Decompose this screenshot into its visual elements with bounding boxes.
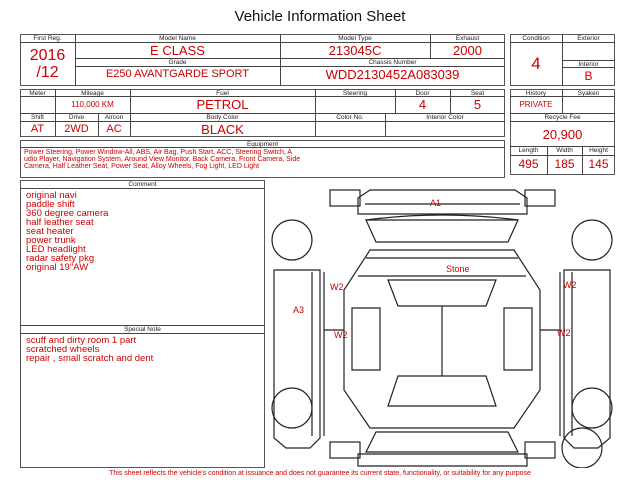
comment-line: power trunk [26, 235, 76, 246]
aircon-value: AC [106, 123, 122, 135]
equipment-label: Equipment [246, 141, 279, 148]
sheet-title: Vehicle Information Sheet [234, 8, 406, 25]
model-name-label: Model Name [159, 35, 196, 42]
width-label: Width [556, 147, 573, 154]
hood-outline [366, 220, 518, 242]
damage-mark-stone: Stone [446, 264, 470, 274]
rear-left-wheel-icon [272, 388, 312, 428]
damage-mark-a3: A3 [293, 305, 305, 315]
front-bumper-outline [358, 190, 527, 214]
comment-line: original navi [26, 190, 77, 201]
seat-value: 5 [473, 97, 482, 112]
comment-line: original 19"AW [26, 262, 89, 273]
special-note-line: repair , small scratch and dent [26, 353, 154, 364]
model-type-value: 213045C [328, 43, 382, 58]
condition-value: 4 [531, 54, 541, 73]
shift-value: AT [30, 123, 45, 135]
rear-right-wheel-icon [572, 388, 612, 428]
comment-line: paddle shift [26, 199, 75, 210]
door-label: Door [415, 90, 430, 97]
shift-label: Shift [30, 114, 44, 121]
comment-line: half leather seat [26, 217, 94, 228]
first-reg-month: /12 [36, 64, 59, 81]
comment-line: radar safety pkg [26, 253, 95, 264]
recycle-label: Recycle Fee [544, 114, 581, 121]
comment-line: seat heater [26, 226, 74, 237]
fuel-value: PETROL [196, 97, 249, 112]
special-note-line: scuff and dirty room 1 part [26, 335, 137, 346]
drive-value: 2WD [64, 123, 89, 135]
body-color-value: BLACK [201, 122, 244, 137]
equipment-line-3: Camera, Half Leather Seat, Power Seat, Alloy Wheels, Fog Light, LED Light [24, 163, 260, 170]
drive-label: Drive [68, 114, 85, 121]
meter-label: Meter [29, 90, 46, 97]
equipment-line-2: udio Player, Navigation System, Around View Monitor, Back Camera, Front Camera, Side [24, 156, 301, 163]
mileage-value: 110,000 KM [71, 100, 114, 109]
interior-value: B [584, 69, 593, 83]
seat-label: Seat [470, 90, 485, 97]
left-side-outline [274, 270, 320, 448]
exhaust-label: Exhaust [455, 35, 480, 42]
special-note-line: scratched wheels [26, 344, 100, 355]
interior-label: Interior [578, 61, 599, 68]
syaken-label: Syaken [577, 90, 600, 97]
car-damage-diagram [270, 180, 615, 468]
body-color-label: Body Color [206, 114, 239, 121]
interior-color-label: Interior Color [426, 114, 464, 121]
height-label: Height [589, 147, 608, 154]
comment-line: 360 degree camera [26, 208, 109, 219]
exhaust-value: 2000 [453, 43, 482, 58]
model-name-value: E CLASS [150, 43, 205, 58]
damage-mark-w2-front-left: W2 [330, 282, 344, 292]
first-reg-year: 2016 [29, 47, 66, 64]
chassis-value: WDD2130452A083039 [325, 67, 460, 82]
front-right-wheel-icon [572, 220, 612, 260]
fuel-label: Fuel [216, 90, 229, 97]
recycle-value: 20,900 [542, 127, 583, 142]
damage-mark-w2-front-right: W2 [563, 280, 577, 290]
model-type-label: Model Type [338, 35, 372, 42]
front-left-wheel-icon [272, 220, 312, 260]
disclaimer-footer: This sheet reflects the vehicle's condition at issuance and does not guarantee its current state, functionality, or suitability for any purpose [109, 470, 531, 477]
condition-label: Condition [522, 35, 550, 42]
history-value: PRIVATE [519, 100, 553, 109]
mileage-label: Mileage [81, 90, 104, 97]
equipment-line-1: Power Steering, Power Window-All, ABS, Air Bag, Push Start, ACC, Steering Switch, A [24, 149, 293, 156]
door-value: 4 [418, 97, 427, 112]
steering-label: Steering [342, 90, 368, 97]
comment-label: Comment [128, 181, 157, 188]
grade-value: E250 AVANTGARDE SPORT [105, 68, 250, 80]
history-label: History [525, 90, 547, 97]
height-value: 145 [588, 157, 609, 171]
length-label: Length [518, 147, 539, 154]
right-side-outline [564, 270, 610, 448]
damage-mark-a1: A1 [430, 198, 442, 208]
damage-mark-w2-rear-right: W2 [557, 328, 571, 338]
rear-bumper-outline [358, 454, 527, 466]
comment-line: LED headlight [26, 244, 86, 255]
length-value: 495 [518, 157, 539, 171]
grade-label: Grade [168, 59, 187, 66]
damage-mark-w2-rear-left: W2 [334, 330, 348, 340]
trunk-outline [366, 432, 518, 452]
color-no-label: Color No. [336, 114, 364, 121]
special-note-label: Special Note [124, 326, 161, 333]
exterior-label: Exterior [577, 35, 600, 42]
aircon-label: Aircon [104, 114, 124, 121]
width-value: 185 [554, 157, 575, 171]
first-reg-label: First Reg. [33, 35, 62, 42]
chassis-label: Chassis Number [368, 59, 417, 66]
